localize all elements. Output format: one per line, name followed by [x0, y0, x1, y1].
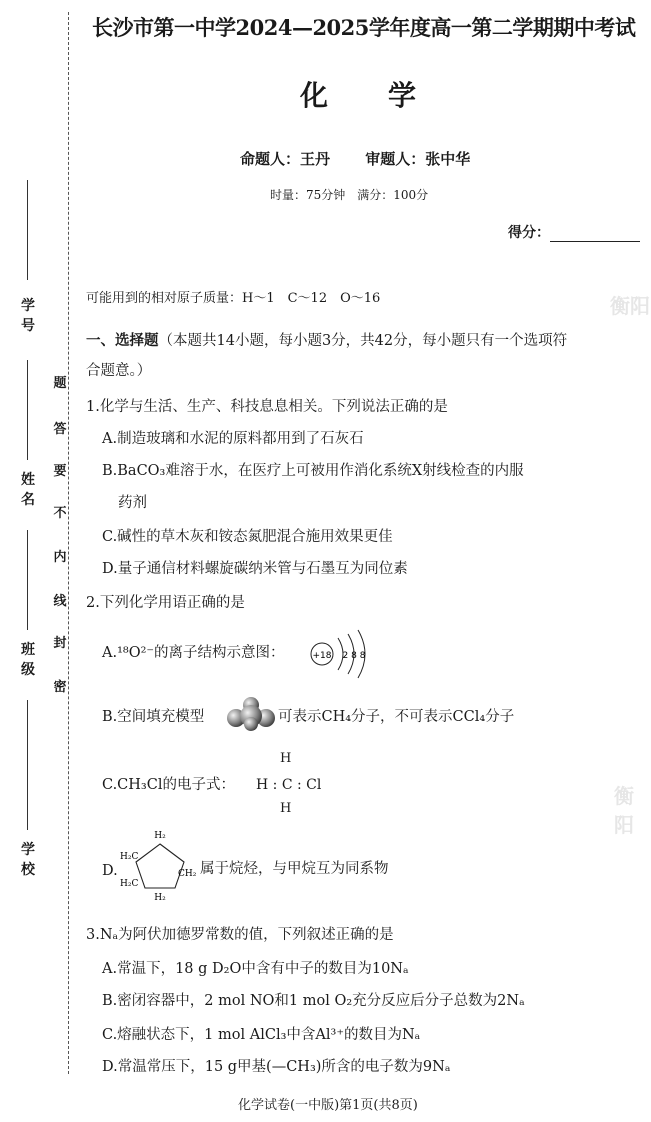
q3-option-d: D.常温常压下，15 g甲基(—CH₃)所含的电子数为9Nₐ	[102, 1059, 451, 1075]
seal-char: 答	[53, 422, 67, 437]
class-underline	[27, 530, 28, 630]
ring-label: H₂C	[120, 879, 139, 889]
nucleus-charge: +18	[312, 651, 332, 661]
q3-option-a: A.常温下，18 g D₂O中含有中子的数目为10Nₐ	[102, 961, 409, 977]
school-underline	[27, 700, 28, 830]
label-school: 学校	[21, 842, 35, 878]
exam-title: 长沙市第一中学2024—2025学年度高一第二学期期中考试	[92, 15, 636, 40]
ring-bonds	[136, 844, 184, 888]
timing-info: 时量：75分钟 满分：100分	[270, 188, 429, 202]
label-class: 班级	[21, 642, 35, 678]
shell-electrons: 2 8 8	[342, 651, 366, 661]
student-id-underline	[27, 180, 28, 280]
space-filling-model	[226, 696, 276, 732]
score-label: 得分：	[508, 225, 550, 241]
section-heading: 一、选择题（本题共14小题，每小题3分，共42分，每小题只有一个选项符	[86, 333, 568, 349]
seal-char: 题	[53, 376, 67, 391]
atom-sphere	[244, 717, 258, 731]
watermark: 衡阳	[610, 294, 650, 318]
q1-stem: 1.化学与生活、生产、科技息息相关。下列说法正确的是	[86, 399, 448, 415]
label-student-id: 学号	[21, 298, 35, 334]
atomic-masses: 可能用到的相对原子质量：H～1 C～12 O～16	[86, 291, 381, 306]
setter: 命题人：王丹	[240, 150, 331, 168]
name-underline	[27, 360, 28, 460]
watermark: 衡阳	[614, 784, 634, 837]
reviewer: 审题人：张中华	[365, 150, 471, 168]
score-field	[508, 222, 640, 242]
q3-option-c: C.熔融状态下，1 mol AlCl₃中含Al³⁺的数目为Nₐ	[102, 1027, 421, 1043]
section-desc: 合题意。）	[86, 363, 152, 379]
seal-char: 线	[53, 594, 67, 609]
seal-char: 封	[53, 636, 67, 651]
q2-option-a: A.¹⁸O²⁻的离子结构示意图：	[102, 645, 285, 661]
q1-option-b: B.BaCO₃难溶于水，在医疗上可被用作消化系统X射线检查的内服	[102, 463, 524, 479]
ring-label: H₂	[154, 893, 166, 902]
authors-line	[240, 148, 500, 169]
cyclopentane-structure	[118, 826, 202, 902]
ring-label: H₂	[154, 831, 166, 841]
q1-option-a: A.制造玻璃和水泥的原料都用到了石灰石	[102, 431, 364, 447]
seal-char: 要	[53, 464, 67, 479]
label-name: 姓名	[21, 472, 35, 508]
page-footer: 化学试卷(一中版)第1页(共8页)	[238, 1098, 418, 1113]
q2-option-d-pre: D.	[102, 863, 118, 879]
score-blank	[550, 229, 640, 242]
q3-stem: 3.Nₐ为阿伏加德罗常数的值，下列叙述正确的是	[86, 927, 394, 943]
seal-char: 内	[53, 550, 67, 565]
ion-structure-diagram	[308, 624, 374, 684]
q2-option-b-post: 可表示CH₄分子，不可表示CCl₄分子	[278, 709, 515, 725]
ring-label: CH₂	[178, 869, 197, 879]
q1-option-b-cont: 药剂	[118, 495, 147, 511]
q2-option-b-pre: B.空间填充模型	[102, 709, 205, 725]
seal-char: 不	[53, 506, 67, 521]
binding-dashed-line	[68, 12, 69, 1074]
electron-formula-bottom: H	[280, 801, 292, 816]
electron-formula-main: H : C : Cl	[256, 777, 322, 793]
q2-option-d-post: 属于烷烃，与甲烷互为同系物	[200, 861, 389, 877]
ring-label: H₂C	[120, 852, 139, 862]
q2-option-c-pre: C.CH₃Cl的电子式：	[102, 777, 235, 793]
q2-stem: 2.下列化学用语正确的是	[86, 595, 245, 611]
q1-option-d: D.量子通信材料螺旋碳纳米管与石墨互为同位素	[102, 561, 408, 577]
q1-option-c: C.碱性的草木灰和铵态氮肥混合施用效果更佳	[102, 529, 393, 545]
exam-subject: 化学	[300, 79, 477, 112]
electron-formula-top: H	[280, 751, 292, 766]
seal-char: 密	[53, 680, 67, 695]
q3-option-b: B.密闭容器中，2 mol NO和1 mol O₂充分反应后分子总数为2Nₐ	[102, 993, 525, 1009]
